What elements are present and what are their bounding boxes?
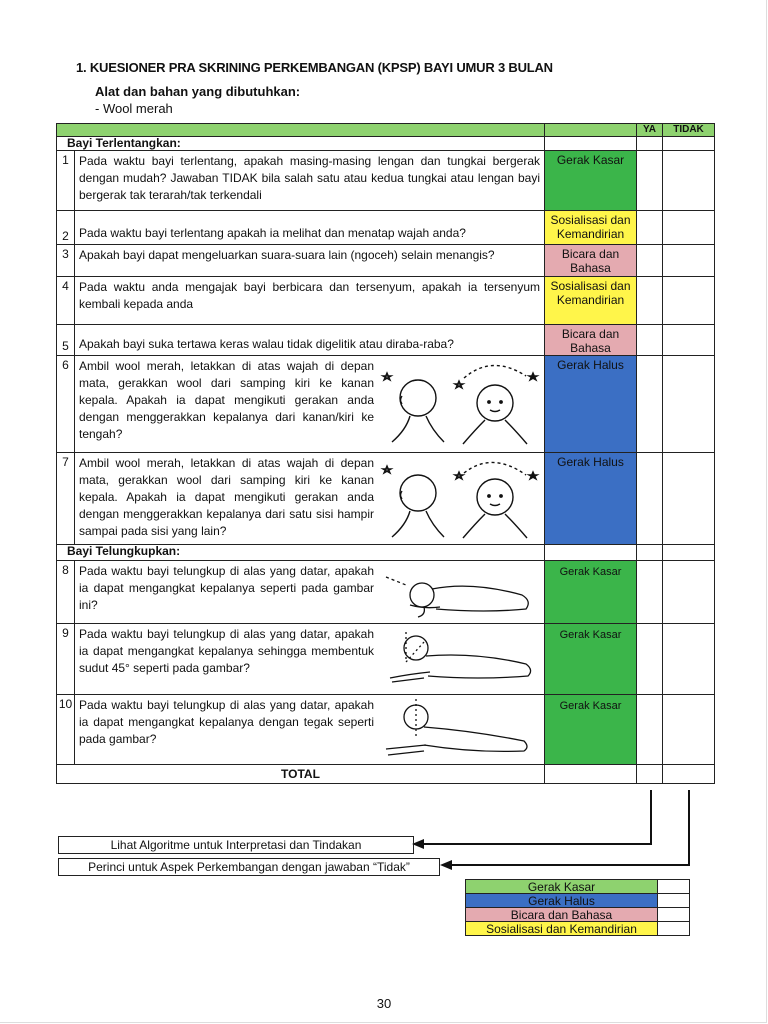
row-number: 6 — [57, 356, 75, 453]
summary-count-cell[interactable] — [658, 908, 690, 922]
row-number: 2 — [57, 211, 75, 245]
row-question: Ambil wool merah, letakkan di atas wajah di depan mata, gerakkan wool dari samping kiri ke kanan kepala. Apakah ia dapat mengikuti gerakan anda dengan menggerakkan kepalanya dari satu sisi hampir sampai pada sisi yang lain? — [79, 456, 374, 538]
summary-row — [466, 880, 690, 894]
header-no: TIDAK — [663, 124, 715, 137]
algorithm-note: Lihat Algoritme untuk Interpretasi dan Tindakan — [58, 836, 414, 854]
summary-row — [466, 894, 690, 908]
row-category: Gerak Halus — [545, 453, 637, 545]
row-number: 5 — [57, 325, 75, 356]
summary-label: Gerak Kasar — [466, 880, 658, 894]
section-label-prone: Bayi Telungkupkan: — [57, 545, 545, 561]
row-category: Gerak Kasar — [545, 151, 637, 211]
row-category: Gerak Halus — [545, 356, 637, 453]
header-yes: YA — [637, 124, 663, 137]
row-number: 1 — [57, 151, 75, 211]
row-category: Gerak Kasar — [545, 624, 637, 695]
row-question: Pada waktu bayi terlentang, apakah masing-masing lengan dan tungkai bergerak dengan mudah? Jawaban TIDAK bila salah satu atau kedua tungkai atau lengan bayi bergerak tak terarah/tak terkendali — [75, 151, 545, 211]
row-question: Apakah bayi dapat mengeluarkan suara-suara lain (ngoceh) selain menangis? — [75, 245, 545, 277]
row-category: Sosialisasi dan Kemandirian — [545, 277, 637, 325]
row-category: Bicara dan Bahasa — [545, 325, 637, 356]
detail-note: Perinci untuk Aspek Perkembangan dengan jawaban “Tidak” — [58, 858, 440, 876]
summary-label: Bicara dan Bahasa — [466, 908, 658, 922]
page-number: 30 — [376, 996, 392, 1011]
row-question: Apakah bayi suka tertawa keras walau tidak digelitik atau diraba-raba? — [75, 325, 545, 356]
summary-row — [466, 908, 690, 922]
row-number: 7 — [57, 453, 75, 545]
summary-row — [466, 922, 690, 936]
row-number: 3 — [57, 245, 75, 277]
tools-item: - Wool merah — [95, 101, 173, 116]
summary-count-cell[interactable] — [658, 880, 690, 894]
summary-label: Sosialisasi dan Kemandirian — [466, 922, 658, 936]
summary-count-cell[interactable] — [658, 922, 690, 936]
row-category: Gerak Kasar — [545, 561, 637, 624]
row-question: Pada waktu bayi telungkup di alas yang datar, apakah ia dapat mengangkat kepalanya sehingga membentuk sudut 45° seperti pada gambar? — [79, 627, 374, 675]
row-question: Pada waktu bayi telungkup di alas yang datar, apakah ia dapat mengangkat kepalanya seperti pada gambar ini? — [79, 564, 374, 612]
summary-table — [465, 879, 690, 936]
total-label: TOTAL — [57, 765, 545, 784]
row-question: Pada waktu bayi telungkup di alas yang datar, apakah ia dapat mengangkat kepalanya dengan tegak seperti pada gambar? — [79, 698, 374, 746]
section-label-supine: Bayi Terlentangkan: — [57, 137, 545, 151]
page-title: 1. KUESIONER PRA SKRINING PERKEMBANGAN (KPSP) BAYI UMUR 3 BULAN — [76, 60, 553, 75]
row-question: Pada waktu anda mengajak bayi berbicara dan tersenyum, apakah ia tersenyum kembali kepada anda — [75, 277, 545, 325]
row-category: Sosialisasi dan Kemandirian — [545, 211, 637, 245]
row-category: Bicara dan Bahasa — [545, 245, 637, 277]
row-category: Gerak Kasar — [545, 695, 637, 765]
row-number: 10 — [57, 695, 75, 765]
summary-count-cell[interactable] — [658, 894, 690, 908]
row-number: 8 — [57, 561, 75, 624]
tools-label: Alat dan bahan yang dibutuhkan: — [95, 84, 301, 99]
summary-label: Gerak Halus — [466, 894, 658, 908]
arrow-left-icon — [440, 860, 452, 870]
row-number: 4 — [57, 277, 75, 325]
row-question: Pada waktu bayi terlentang apakah ia melihat dan menatap wajah anda? — [75, 211, 545, 245]
row-number: 9 — [57, 624, 75, 695]
row-question: Ambil wool merah, letakkan di atas wajah di depan mata, gerakkan wool dari samping kiri ke kanan kepala. Apakah ia dapat mengikuti gerakan anda dengan menggerakkan kepalanya dari kanan/kiri ke tengah? — [79, 359, 374, 441]
